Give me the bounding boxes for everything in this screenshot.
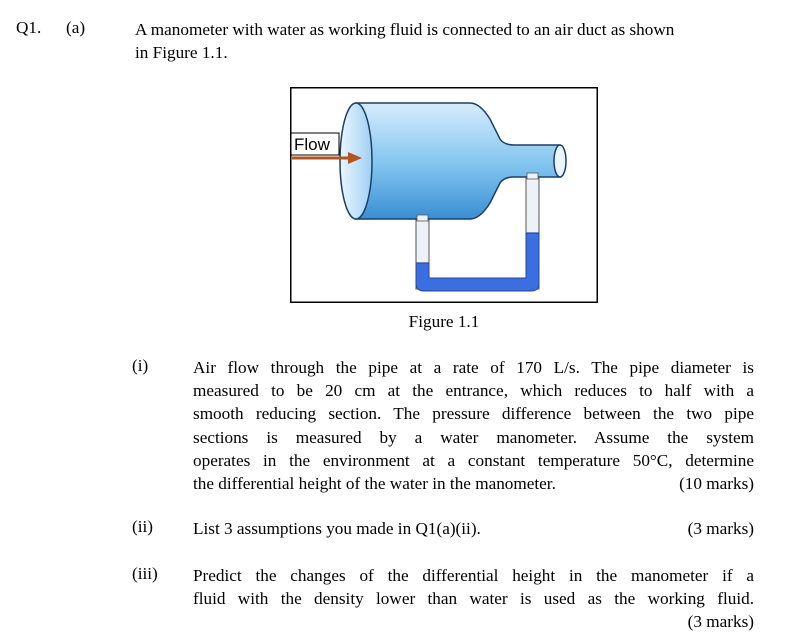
intro-line: A manometer with water as working fluid is connected to an air duct as shown: [135, 20, 675, 39]
question-number: Q1.: [16, 18, 42, 37]
subquestion-line: smooth reducing section. The pressure difference between the two pipe: [193, 404, 754, 424]
duct-inlet-opening: [340, 103, 372, 219]
subquestion-line: the differential height of the water in the manometer.: [193, 474, 556, 494]
question-part-label: (a): [66, 18, 86, 37]
subquestion-line: fluid with the density lower than water is used as the working fluid.: [193, 589, 754, 609]
subquestion-text-ii: [193, 517, 754, 540]
subquestion-label-ii: (ii): [132, 517, 153, 536]
subquestion-line: Air flow through the pipe at a rate of 170 L/s. The pipe diameter is: [193, 358, 754, 377]
subquestion-text-i: [193, 356, 754, 495]
pressure-tap-inlet: [417, 215, 428, 221]
marks-ii: (3 marks): [687, 519, 754, 538]
marks-iii: (3 marks): [687, 612, 754, 632]
marks-i: (10 marks): [679, 474, 754, 494]
intro-line: in Figure 1.1.: [135, 43, 228, 62]
subquestion-line: sections is measured by a water manometer. Assume the system: [193, 427, 754, 447]
subquestion-line: List 3 assumptions you made in Q1(a)(ii).: [193, 519, 481, 538]
subquestion-line: Predict the changes of the differential height in the manometer if a: [193, 566, 754, 585]
question-intro: [135, 18, 760, 64]
duct-outlet-opening: [554, 145, 566, 177]
subquestion-label-iii: (iii): [132, 564, 158, 583]
subquestion-label-i: (i): [132, 356, 149, 375]
figure-caption: Figure 1.1: [408, 312, 480, 331]
manometer-diagram: [290, 87, 598, 303]
flow-label: Flow: [294, 135, 330, 154]
subquestion-line: operates in the environment at a constant temperature 50°C, determine: [193, 450, 754, 470]
subquestion-text-iii: [193, 564, 754, 634]
subquestion-line: measured to be 20 cm at the entrance, which reduces to half with a: [193, 381, 754, 401]
figure-1-1: [290, 87, 598, 303]
pressure-tap-throat: [527, 173, 538, 179]
